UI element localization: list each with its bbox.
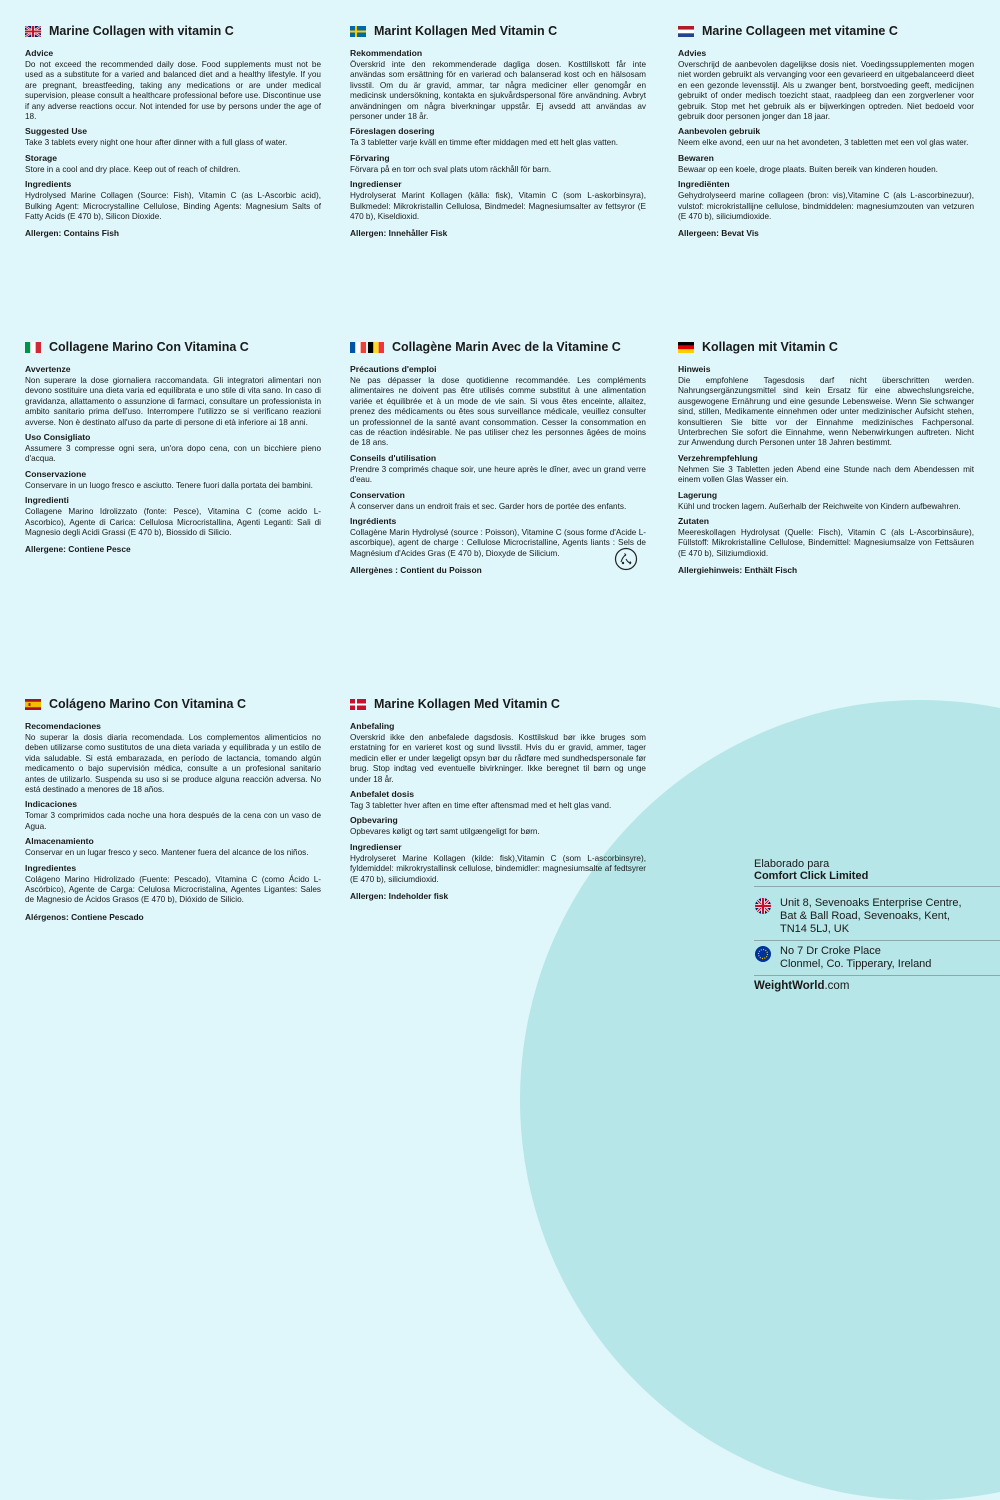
section-body: No superar la dosis diaria recomendada. Los complementos alimenticios no deben utilizarse como sustitutos de una dieta variada y equilibrada y un estilo de vida saludable. Si está embarazada, en período de lactancia, tomando algún medicamento o bajo supervisión médica, consulte a un profesional sanitario antes de utilizarlo. Suspenda su uso si se produce alguna reacción adversa. No está destinado a menores de 18 años. bbox=[25, 733, 321, 795]
label-panel-fr bbox=[350, 338, 646, 575]
section-body: Kühl und trocken lagern. Außerhalb der Reichweite von Kindern aufbewahren. bbox=[678, 501, 961, 511]
panel-title-text: Marine Kollagen Med Vitamin C bbox=[374, 697, 560, 711]
allergen-statement: Allergen: Contains Fish bbox=[25, 228, 119, 239]
eu-flag-icon bbox=[754, 945, 772, 963]
section-body: Overschrijd de aanbevolen dagelijkse dosis niet. Voedingssupplementen mogen niet worden gebruikt als vervanging voor een gevarieerd en uitgebalanceerd dieet en een gezonde levensstijl. Als u zwanger bent, borstvoeding geeft, medicijnen gebruikt of onder medisch toezicht staat, raadpleeg dan een zorgverlener voor gebruik. Stop met het gebruik als er bijwerkingen optreden. Niet bedoeld voor gebruik door personen jonger dan 18 jaar. bbox=[678, 60, 974, 122]
triman-recycling-icon bbox=[614, 547, 638, 571]
panel-title-text: Kollagen mit Vitamin C bbox=[702, 340, 838, 354]
allergen-statement: Allergen: Indeholder fisk bbox=[350, 891, 449, 902]
section-body: Överskrid inte den rekommenderade dagliga dosen. Kosttillskott får inte användas som ersättning för en varierad och balanserad kost och en hälsosam livsstil. Om du är gravid, ammar, tar några mediciner eller genomgår en medicinsk undersökning, kontakta en sjukvårdspersonal före användning. Avbryt användningen om några biverkningar uppstår. Ej avsedd att användas av personer under 18 år. bbox=[350, 60, 646, 122]
section-body: Opbevares køligt og tørt samt utilgængeligt for børn. bbox=[350, 827, 540, 837]
section-heading: Conservation bbox=[350, 489, 405, 500]
france-belgium-flag-icon bbox=[350, 342, 384, 353]
panel-title-text: Collagene Marino Con Vitamina C bbox=[49, 340, 249, 354]
eu-address-line: Clonmel, Co. Tipperary, Ireland bbox=[780, 958, 932, 970]
panel-title-text: Colágeno Marino Con Vitamina C bbox=[49, 697, 247, 711]
label-panel-es bbox=[25, 695, 321, 922]
section-heading: Almacenamiento bbox=[25, 836, 94, 847]
section-heading: Ingredienser bbox=[350, 841, 402, 852]
section-heading: Föreslagen dosering bbox=[350, 126, 435, 137]
section-heading: Suggested Use bbox=[25, 126, 88, 137]
section-heading: Ingredienti bbox=[25, 495, 69, 506]
label-panel-sv bbox=[350, 22, 646, 238]
section-heading: Ingredients bbox=[25, 179, 72, 190]
section-heading: Ingredienser bbox=[350, 179, 402, 190]
section-body: Neem elke avond, een uur na het avondeten, 3 tabletten met een vol glas water. bbox=[678, 138, 969, 148]
brand-domain: .com bbox=[824, 980, 850, 992]
allergen-statement: Allergene: Contiene Pesce bbox=[25, 544, 131, 555]
section-body: Conservare in un luogo fresco e asciutto. Tenere fuori dalla portata dei bambini. bbox=[25, 480, 313, 490]
section-heading: Ingredientes bbox=[25, 862, 77, 873]
section-heading: Indicaciones bbox=[25, 799, 78, 810]
label-panel-it bbox=[25, 338, 321, 554]
company-name: Comfort Click Limited bbox=[754, 870, 1000, 887]
section-heading: Conseils d'utilisation bbox=[350, 452, 437, 463]
section-body: Assumere 3 compresse ogni sera, un'ora dopo cena, con un bicchiere pieno d'acqua. bbox=[25, 444, 321, 464]
brand-name: WeightWorld bbox=[754, 980, 825, 992]
uk-address-line: TN14 5LJ, UK bbox=[780, 923, 850, 935]
section-body: Collagène Marin Hydrolysé (source : Poisson), Vitamine C (sous forme d'Acide L-ascorbique), agent de charge : Cellulose Microcristalline, Agents liants : Sels de Magnésium d'Acides Gras (E 470 b), Dioxyde de Silicium. bbox=[350, 528, 646, 558]
section-heading: Förvaring bbox=[350, 152, 390, 163]
panel-title bbox=[25, 695, 321, 713]
panel-title bbox=[350, 22, 646, 40]
panel-title bbox=[350, 338, 646, 356]
panel-title-text: Marint Kollagen Med Vitamin C bbox=[374, 24, 558, 38]
section-heading: Avvertenze bbox=[25, 364, 71, 374]
section-heading: Zutaten bbox=[678, 516, 710, 527]
section-body: Store in a cool and dry place. Keep out of reach of children. bbox=[25, 164, 241, 174]
section-body: Bewaar op een koele, droge plaats. Buiten bereik van kinderen houden. bbox=[678, 164, 938, 174]
section-body: Colágeno Marino Hidrolizado (Fuente: Pescado), Vitamina C (como Ácido L-Ascórbico), Agente de Carga: Celulosa Microcristalina, Agentes Ligantes: Sales de Magnesio de Ácidos Grasos (E 470 b), Dióxido de Silicio. bbox=[25, 874, 321, 905]
section-heading: Advies bbox=[678, 48, 707, 58]
eu-address bbox=[754, 941, 1000, 976]
section-heading: Hinweis bbox=[678, 364, 711, 374]
section-body: À conserver dans un endroit frais et sec. Garder hors de portée des enfants. bbox=[350, 501, 627, 511]
prepared-for-label: Elaborado para bbox=[754, 858, 830, 870]
section-body: Tomar 3 comprimidos cada noche una hora después de la cena con un vaso de Agua. bbox=[25, 811, 321, 831]
panel-title-text: Collagène Marin Avec de la Vitamine C bbox=[392, 340, 621, 354]
section-body: Die empfohlene Tagesdosis darf nicht überschritten werden. Nahrungsergänzungsmittel sind kein Ersatz für eine abwechslungsreiche, ausgewogene Ernährung und eine gesunde Lebensweise. Wenn Sie schwanger sind, stillen, Medikamente einnehmen oder unter medizinischer Aufsicht stehen, konsultieren Sie bitte vor der Einnahme medizinisches Fachpersonal. Unterbrechen Sie sofort die Einnahme, wenn Nebenwirkungen auftreten. Nicht zur Anwendung durch Personen unter 18 Jahren bestimmt. bbox=[678, 376, 974, 448]
panel-title bbox=[678, 338, 974, 356]
section-heading: Bewaren bbox=[678, 152, 714, 163]
allergen-statement: Alérgenos: Contiene Pescado bbox=[25, 911, 144, 922]
section-heading: Lagerung bbox=[678, 489, 718, 500]
panel-title-text: Marine Collagen with vitamin C bbox=[49, 24, 234, 38]
panel-title bbox=[25, 338, 321, 356]
brand-logo bbox=[754, 980, 1000, 992]
section-heading: Verzehrempfehlung bbox=[678, 452, 758, 463]
section-body: Ta 3 tabletter varje kväll en timme efter middagen med ett helt glas vatten. bbox=[350, 138, 619, 148]
label-panel-de bbox=[678, 338, 974, 575]
se-flag-icon bbox=[350, 26, 366, 37]
section-body: Meereskollagen Hydrolysat (Quelle: Fisch), Vitamin C (als L-Ascorbinsäure), Füllstoff: Mikrokristalline Cellulose, Bindemittel: Magnesiumsalze von Fettsäuren (E 470 b), Siliziumdioxid. bbox=[678, 528, 974, 558]
section-body: Hydrolysed Marine Collagen (Source: Fish), Vitamin C (as L-Ascorbic acid), Bulking Agent: Microcrystalline Cellulose, Binding Agents: Magnesium Salts of Fatty Acids (E 470 b), Silicon Dioxide. bbox=[25, 191, 321, 222]
label-panel-nl bbox=[678, 22, 974, 238]
section-heading: Opbevaring bbox=[350, 815, 398, 826]
section-body: Förvara på en torr och sval plats utom räckhåll för barn. bbox=[350, 164, 552, 174]
section-body: Conservar en un lugar fresco y seco. Mantener fuera del alcance de los niños. bbox=[25, 848, 309, 858]
section-body: Nehmen Sie 3 Tabletten jeden Abend eine Stunde nach dem Abendessen mit einem vollen Glas Wasser ein. bbox=[678, 464, 974, 485]
allergen-statement: Allergeen: Bevat Vis bbox=[678, 228, 759, 239]
section-body: Non superare la dose giornaliera raccomandata. Gli integratori alimentari non devono sostituire una dieta varia ed equilibrata e uno stile di vita sano. In caso di gravidanza, allattamento o assunzione di farmaci, consultare un professionista in ambito sanitario prima dell'uso. Interrompere l'utilizzo se si verificano reazioni avverse. Non è destinato all'uso da parte di persone di età inferiore ai 18 anni. bbox=[25, 376, 321, 427]
uk-flag-icon bbox=[754, 897, 772, 915]
uk-address-line: Unit 8, Sevenoaks Enterprise Centre, bbox=[780, 897, 962, 909]
section-heading: Advice bbox=[25, 48, 54, 58]
label-panel-dk bbox=[350, 695, 646, 901]
section-body: Overskrid ikke den anbefalede dagsdosis. Kosttilskud bør ikke bruges som erstatning for en varieret kost og sund livsstil. Hvis du er gravid, ammer, tager medicin eller er under lægeligt opsyn bør du rådføre med sundhedspersonale før brug. Stop indtag ved eventuelle bivirkninger. Ikke beregnet til børn og unge under 18 år. bbox=[350, 733, 646, 784]
uk-flag-icon bbox=[25, 26, 41, 37]
contact-block bbox=[754, 858, 1000, 992]
section-heading: Conservazione bbox=[25, 468, 87, 479]
eu-address-line: No 7 Dr Croke Place bbox=[780, 945, 881, 957]
section-body: Do not exceed the recommended daily dose. Food supplements must not be used as a substitute for a varied and balanced diet and a healthy lifestyle. If you are pregnant, breastfeeding, taking any medications or are under medical supervision, please consult a healthcare professional before use. Discontinue use if any adverse reactions occur. Not intended for use by persons under the age of 18. bbox=[25, 60, 321, 122]
section-body: Ne pas dépasser la dose quotidienne recommandée. Les compléments alimentaires ne doivent pas être utilisés comme substitut à une alimentation variée et équilibrée et à un mode de vie sain. Si vous êtes enceinte, allaitez, prenez des médicaments ou êtes sous surveillance médicale, veuillez consulter un professionnel de la santé avant consommation. Cesser la consommation en cas de réaction indésirable. Ne pas utiliser chez les personnes âgées de moins de 18 ans. bbox=[350, 376, 646, 448]
it-flag-icon bbox=[25, 342, 41, 353]
section-heading: Storage bbox=[25, 152, 57, 163]
panel-title bbox=[678, 22, 974, 40]
section-heading: Ingrédients bbox=[350, 516, 397, 527]
uk-address bbox=[754, 893, 1000, 941]
de-flag-icon bbox=[678, 342, 694, 353]
section-heading: Recomendaciones bbox=[25, 721, 101, 731]
panel-title bbox=[350, 695, 646, 713]
section-body: Hydrolyserat Marint Kollagen (källa: fisk), Vitamin C (som L-askorbinsyra), Bulkmedel: Mikrokristallin Cellulosa, Bindmedel: Magnesiumsalter av fettsyror (E 470 b), Kiseldioxid. bbox=[350, 191, 646, 222]
section-heading: Rekommendation bbox=[350, 48, 423, 58]
dk-flag-icon bbox=[350, 699, 366, 710]
allergen-statement: Allergen: Innehåller Fisk bbox=[350, 228, 448, 239]
section-heading: Ingrediënten bbox=[678, 179, 730, 190]
section-body: Tag 3 tabletter hver aften en time efter aftensmad med et helt glas vand. bbox=[350, 801, 612, 811]
section-body: Prendre 3 comprimés chaque soir, une heure après le dîner, avec un grand verre d'eau. bbox=[350, 464, 646, 485]
section-body: Take 3 tablets every night one hour after dinner with a full glass of water. bbox=[25, 138, 288, 148]
section-heading: Anbefaling bbox=[350, 721, 395, 731]
uk-address-line: Bat & Ball Road, Sevenoaks, Kent, bbox=[780, 910, 950, 922]
section-heading: Aanbevolen gebruik bbox=[678, 126, 761, 137]
panel-title-text: Marine Collageen met vitamine C bbox=[702, 24, 898, 38]
section-heading: Précautions d'emploi bbox=[350, 364, 437, 374]
section-heading: Anbefalet dosis bbox=[350, 789, 414, 800]
label-panel-uk bbox=[25, 22, 321, 238]
section-heading: Uso Consigliato bbox=[25, 432, 91, 443]
panel-title bbox=[25, 22, 321, 40]
section-body: Hydrolyseret Marine Kollagen (kilde: fisk),Vitamin C (som L-ascorbinsyre), fyldemiddel: mikrokrystallinsk cellulose, bindemidler: magnesiumsalte af fedtsyrer (E 470 b), siliciumdioxid. bbox=[350, 853, 646, 884]
section-body: Collagene Marino Idrolizzato (fonte: Pesce), Vitamina C (come acido L-Ascorbico), Agente di Carica: Cellulosa Microcristallina, Agenti Leganti: Sali di Magnesio degli Acidi Grassi (E 470 b), Biossido di Silicio. bbox=[25, 507, 321, 538]
nl-flag-icon bbox=[678, 26, 694, 37]
section-body: Gehydrolyseerd marine collageen (bron: vis),Vitamine C (als L-ascorbinezuur), vulstof: microkristallijne cellulose, bindmiddelen: magnesiumzouten van vetzuren (E 470 b), siliciumdioxide. bbox=[678, 191, 974, 222]
es-flag-icon bbox=[25, 699, 41, 710]
allergen-statement: Allergènes : Contient du Poisson bbox=[350, 565, 482, 576]
allergen-statement: Allergiehinweis: Enthält Fisch bbox=[678, 565, 798, 576]
